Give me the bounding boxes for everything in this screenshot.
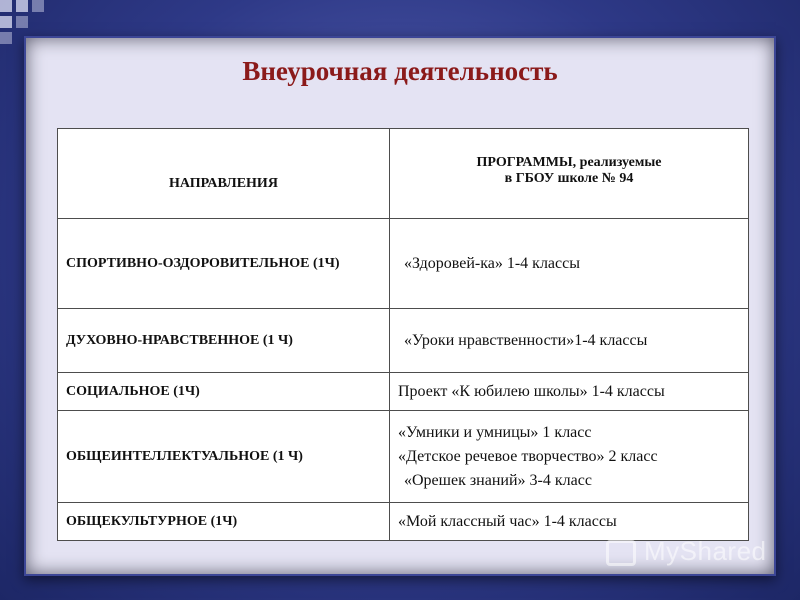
direction-cell <box>58 373 390 411</box>
table-header-row <box>58 129 749 219</box>
program-item: «Здоровей-ка» 1-4 классы <box>404 254 580 272</box>
program-cell <box>390 309 749 373</box>
table-row <box>58 309 749 373</box>
header-programs-line1: ПРОГРАММЫ, реализуемые <box>476 155 662 170</box>
direction-cell <box>58 503 390 541</box>
activities-table <box>57 128 749 541</box>
direction-label: ДУХОВНО-НРАВСТВЕННОЕ (1 Ч) <box>66 332 293 348</box>
header-directions <box>58 129 390 219</box>
direction-label: ОБЩЕИНТЕЛЛЕКТУАЛЬНОЕ (1 Ч) <box>66 448 303 464</box>
program-item: Проект «К юбилею школы» 1-4 классы <box>398 382 665 400</box>
program-item: «Детское речевое творчество» 2 класс <box>398 447 658 465</box>
watermark-icon <box>606 540 636 566</box>
watermark-text: MyShared <box>644 536 767 566</box>
program-item: «Уроки нравственности»1-4 классы <box>404 331 648 349</box>
program-cell <box>390 219 749 309</box>
header-directions-label: НАПРАВЛЕНИЯ <box>169 175 278 191</box>
program-item: «Умники и умницы» 1 класс <box>398 423 592 441</box>
table-row <box>58 411 749 503</box>
table-row <box>58 503 749 541</box>
direction-label: СПОРТИВНО-ОЗДОРОВИТЕЛЬНОЕ (1Ч) <box>66 255 340 271</box>
header-programs-line2: в ГБОУ школе № 94 <box>504 171 634 186</box>
table-row <box>58 373 749 411</box>
program-item: «Мой классный час» 1-4 классы <box>398 512 617 530</box>
direction-cell <box>58 219 390 309</box>
program-cell <box>390 411 749 503</box>
direction-label: ОБЩЕКУЛЬТУРНОЕ (1Ч) <box>66 513 238 529</box>
direction-cell <box>58 309 390 373</box>
program-cell <box>390 373 749 411</box>
header-programs <box>390 129 749 219</box>
page-title: Внеурочная деятельность <box>242 56 558 86</box>
direction-cell <box>58 411 390 503</box>
table-row <box>58 219 749 309</box>
program-item: «Орешек знаний» 3-4 класс <box>404 471 592 489</box>
program-cell <box>390 503 749 541</box>
direction-label: СОЦИАЛЬНОЕ (1Ч) <box>66 383 200 399</box>
